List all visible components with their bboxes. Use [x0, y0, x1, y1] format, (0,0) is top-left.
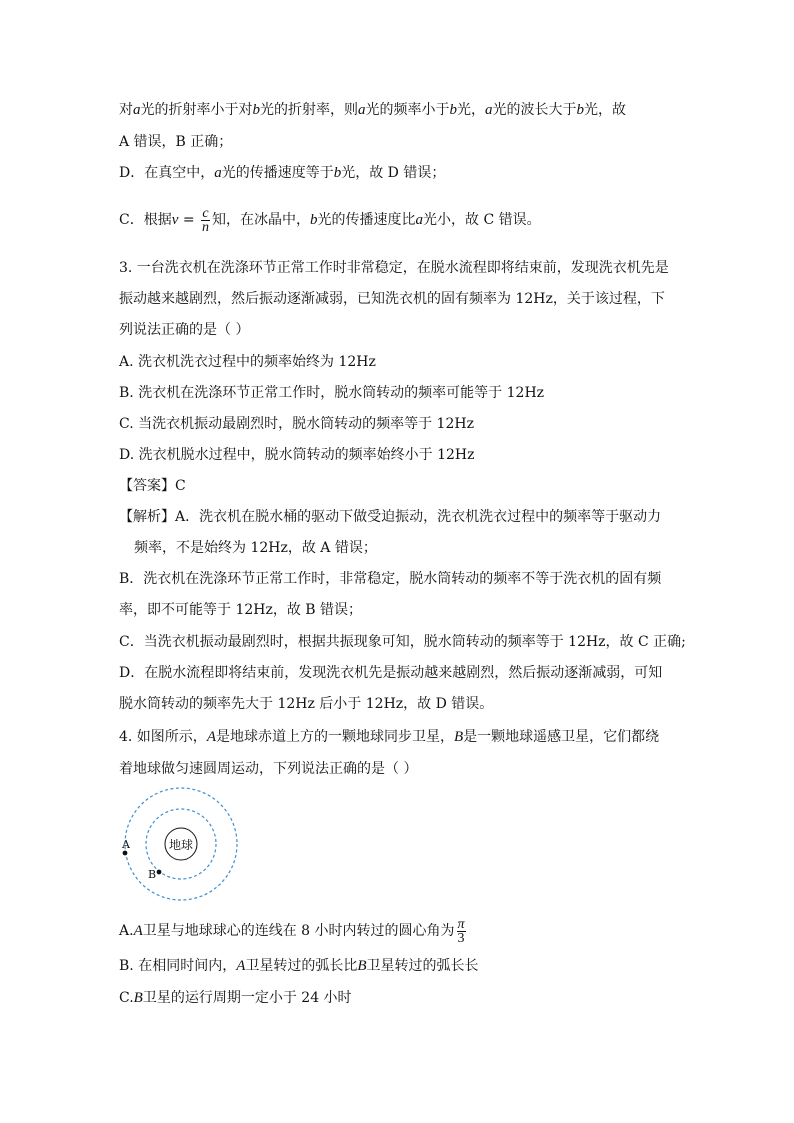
- text-span: 光小，故 C 错误。: [423, 212, 541, 228]
- text-span: 光的传播速度等于: [221, 165, 334, 181]
- explanation-line-6: D．在脱水流程即将结束前，发现洗衣机先是振动越来越剧烈，然后振动逐渐减弱，可知: [119, 665, 663, 681]
- symbol-a: a: [415, 212, 424, 228]
- question-4-option-b: [119, 956, 479, 976]
- text-span: 是地球赤道上方的一颗地球同步卫星，: [215, 729, 454, 745]
- question-3-line-2: 振动越来越剧烈，然后振动逐渐减弱，已知洗衣机的固有频率为 12Hz，关于该过程，下: [119, 291, 665, 307]
- satellite-A-dot: [123, 851, 128, 856]
- option-b: B. 洗衣机在洗涤环节正常工作时，脱水筒转动的频率可能等于 12Hz: [119, 385, 545, 401]
- text-span: 光，: [457, 102, 485, 118]
- text-line-1: [119, 100, 626, 120]
- symbol-A: A: [206, 729, 216, 745]
- question-4-line-1: [119, 727, 659, 747]
- symbol-A: A: [236, 958, 246, 974]
- text-span: 是一颗地球遥感卫星，它们都绕: [463, 729, 660, 745]
- explanation-line-5: C．当洗衣机振动最剧烈时，根据共振现象可知，脱水筒转动的频率等于 12Hz，故 C 正确;: [119, 634, 686, 650]
- text-span: 光，故: [584, 102, 626, 118]
- text-span: B. 在相同时间内，: [119, 958, 237, 974]
- text-line-3: [119, 163, 445, 183]
- text-span: 光的折射率小于对: [140, 102, 253, 118]
- question-4-option-c: [119, 988, 352, 1008]
- fraction-numerator: π: [457, 916, 465, 932]
- question-4-line-2: 着地球做匀速圆周运动，下列说法正确的是（ ）: [119, 761, 418, 777]
- explanation-line-1: 【解析】A．洗衣机在脱水桶的驱动下做受迫振动，洗衣机洗衣过程中的频率等于驱动力: [119, 509, 662, 525]
- text-span: 知，在冰晶中，: [212, 212, 311, 228]
- satellite-B-dot: [157, 870, 162, 875]
- symbol-B: B: [133, 990, 143, 1006]
- text-span: 光，故 D 错误；: [341, 165, 446, 181]
- symbol-b: b: [333, 165, 342, 181]
- text-span: 对: [119, 102, 133, 118]
- explanation-line-3: B．洗衣机在洗涤环节正常工作时，非常稳定，脱水筒转动的频率不等于洗衣机的固有频: [119, 571, 662, 587]
- earth-label: 地球: [168, 838, 194, 852]
- text-span: C．根据: [119, 212, 172, 228]
- symbol-B: B: [357, 958, 367, 974]
- symbol-B: B: [453, 729, 464, 745]
- explanation-line-7: 脱水筒转动的频率先大于 12Hz 后小于 12Hz，故 D 错误。: [119, 696, 494, 712]
- option-d: D. 洗衣机脱水过程中，脱水筒转动的频率始终小于 12Hz: [119, 447, 475, 463]
- text-line-4: [119, 203, 541, 237]
- text-span: D．在真空中，: [119, 165, 215, 181]
- satellite-B-label: B: [148, 868, 157, 881]
- explanation-line-2: 频率，不是始终为 12Hz，故 A 错误；: [134, 540, 377, 556]
- symbol-a: a: [133, 102, 141, 118]
- option-c: C. 当洗衣机振动最剧烈时，脱水筒转动的频率等于 12Hz: [119, 416, 474, 432]
- answer-line: 【答案】C: [119, 478, 186, 494]
- text-span: 光的传播速度比: [317, 212, 416, 228]
- text-span: C.: [119, 990, 134, 1006]
- question-4-option-a: [119, 914, 468, 948]
- symbol-A: A: [133, 923, 143, 939]
- orbit-diagram: [112, 780, 252, 910]
- fraction-denominator: 3: [457, 930, 465, 946]
- explanation-line-4: 率，即不可能等于 12Hz，故 B 错误；: [119, 602, 363, 618]
- text-span: 卫星的运行周期一定小于 24 小时: [142, 990, 352, 1006]
- fraction-denominator: n: [202, 219, 210, 235]
- symbol-b: b: [449, 102, 457, 118]
- question-3-line-3: 列说法正确的是（ ）: [119, 322, 250, 338]
- symbol-b: b: [252, 102, 260, 118]
- text-span: 光的折射率，则: [260, 102, 358, 118]
- symbol-b: b: [310, 212, 318, 228]
- question-3-line-1: 3. 一台洗衣机在洗涤环节正常工作时非常稳定，在脱水流程即将结束前，发现洗衣机先是: [119, 260, 669, 276]
- text-span: 光的波长大于: [492, 102, 577, 118]
- symbol-v: v: [171, 212, 179, 228]
- text-span: 卫星转过的弧长长: [366, 958, 479, 974]
- text-span: 4. 如图所示，: [119, 729, 207, 745]
- fraction-numerator: c: [202, 205, 209, 221]
- symbol-a: a: [214, 165, 222, 181]
- symbol-b: b: [576, 102, 584, 118]
- option-a: A. 洗衣机洗衣过程中的频率始终为 12Hz: [119, 354, 376, 370]
- symbol-a: a: [485, 102, 493, 118]
- equals-sign: =: [178, 212, 200, 228]
- satellite-A-label: A: [122, 838, 130, 851]
- fraction-pi-over-3: [457, 918, 466, 945]
- text-span: 卫星转过的弧长比: [245, 958, 358, 974]
- fraction-c-over-n: [201, 207, 210, 234]
- symbol-a: a: [358, 102, 366, 118]
- text-span: 光的频率小于: [365, 102, 450, 118]
- text-span: 卫星与地球球心的连线在 8 小时内转过的圆心角为: [142, 923, 455, 939]
- text-line-2: A 错误，B 正确；: [119, 134, 233, 150]
- text-span: A.: [119, 923, 134, 939]
